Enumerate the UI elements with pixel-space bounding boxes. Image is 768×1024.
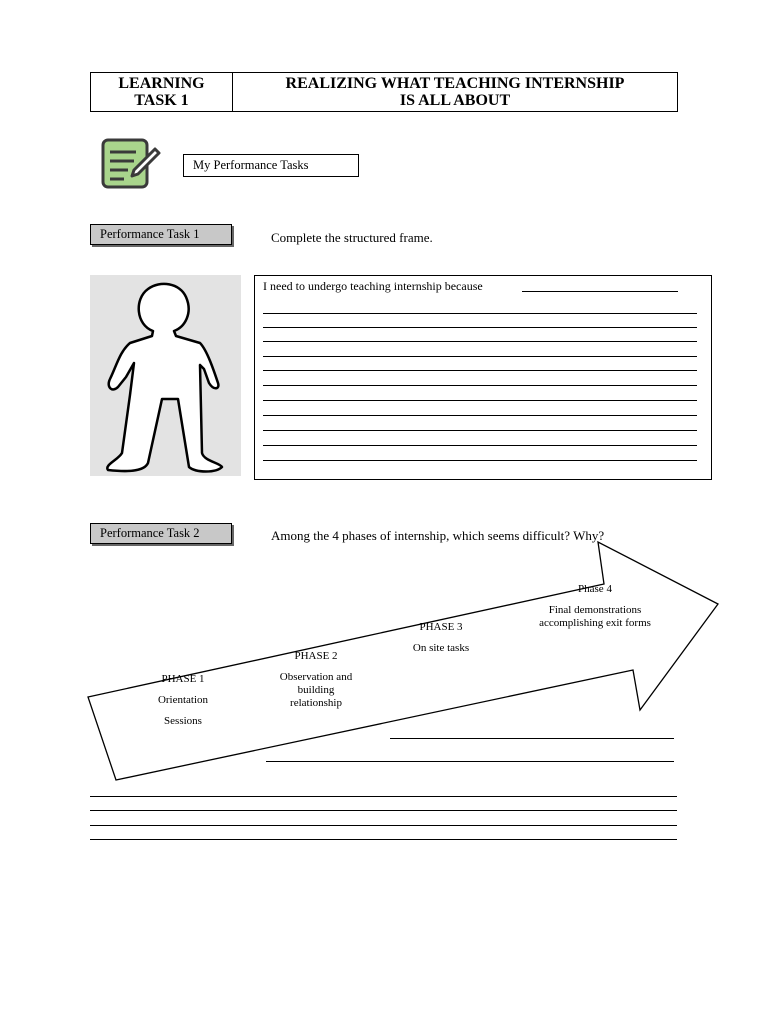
notepad-pencil-icon (100, 137, 162, 191)
phase-4-line-1: Final demonstrations (548, 604, 642, 616)
answer-line[interactable] (263, 445, 697, 446)
phase-2-title: PHASE 2 (294, 650, 338, 662)
phase-3 (396, 621, 486, 655)
learning-task-line-1: LEARNING (118, 75, 205, 92)
answer-line[interactable] (266, 761, 674, 762)
phase-3-title: PHASE 3 (419, 621, 463, 633)
phase-4 (520, 583, 670, 630)
phase-4-line-2: accomplishing exit forms (539, 617, 651, 629)
prompt-blank-line[interactable] (522, 291, 678, 292)
answer-line[interactable] (263, 430, 697, 431)
phase-2-line-3: relationship (290, 697, 342, 709)
phase-3-line-1: On site tasks (412, 642, 470, 654)
answer-line[interactable] (90, 810, 677, 811)
body-outline-drawing (90, 275, 241, 476)
phase-1 (140, 673, 226, 728)
performance-task-2-label: Performance Task 2 (90, 523, 232, 544)
learning-task-line-2: TASK 1 (134, 92, 189, 109)
answer-line[interactable] (90, 796, 677, 797)
lesson-title-line-1: REALIZING WHAT TEACHING INTERNSHIP (285, 75, 625, 92)
body-outline-image (90, 275, 241, 476)
phase-4-title: Phase 4 (578, 583, 612, 595)
answer-line[interactable] (90, 839, 677, 840)
answer-line[interactable] (263, 400, 697, 401)
header-table (90, 72, 678, 112)
answer-line[interactable] (263, 415, 697, 416)
my-performance-tasks-heading: My Performance Tasks (183, 154, 359, 177)
answer-line[interactable] (263, 460, 697, 461)
phase-2-line-2: building (297, 684, 335, 696)
answer-line[interactable] (90, 825, 677, 826)
answer-line[interactable] (263, 327, 697, 328)
phases-arrow (86, 538, 726, 788)
answer-line[interactable] (263, 370, 697, 371)
performance-task-1-label: Performance Task 1 (90, 224, 232, 245)
answer-line[interactable] (263, 313, 697, 314)
structured-frame (254, 275, 712, 480)
lesson-title-cell (233, 73, 677, 111)
answer-line[interactable] (263, 356, 697, 357)
phase-1-title: PHASE 1 (161, 673, 205, 685)
learning-task-cell (91, 73, 233, 111)
task-2-question: Among the 4 phases of internship, which seems difficult? Why? (271, 528, 605, 543)
task-1-instruction: Complete the structured frame. (271, 230, 433, 245)
answer-line[interactable] (263, 341, 697, 342)
frame-prompt: I need to undergo teaching internship because (263, 279, 483, 293)
phase-1-line-2: Sessions (164, 715, 202, 727)
phase-2 (266, 650, 366, 710)
phase-1-line-1: Orientation (157, 694, 209, 706)
answer-line[interactable] (390, 738, 674, 739)
lesson-title-line-2: IS ALL ABOUT (399, 92, 511, 109)
phase-2-line-1: Observation and (279, 671, 353, 683)
answer-line[interactable] (263, 385, 697, 386)
